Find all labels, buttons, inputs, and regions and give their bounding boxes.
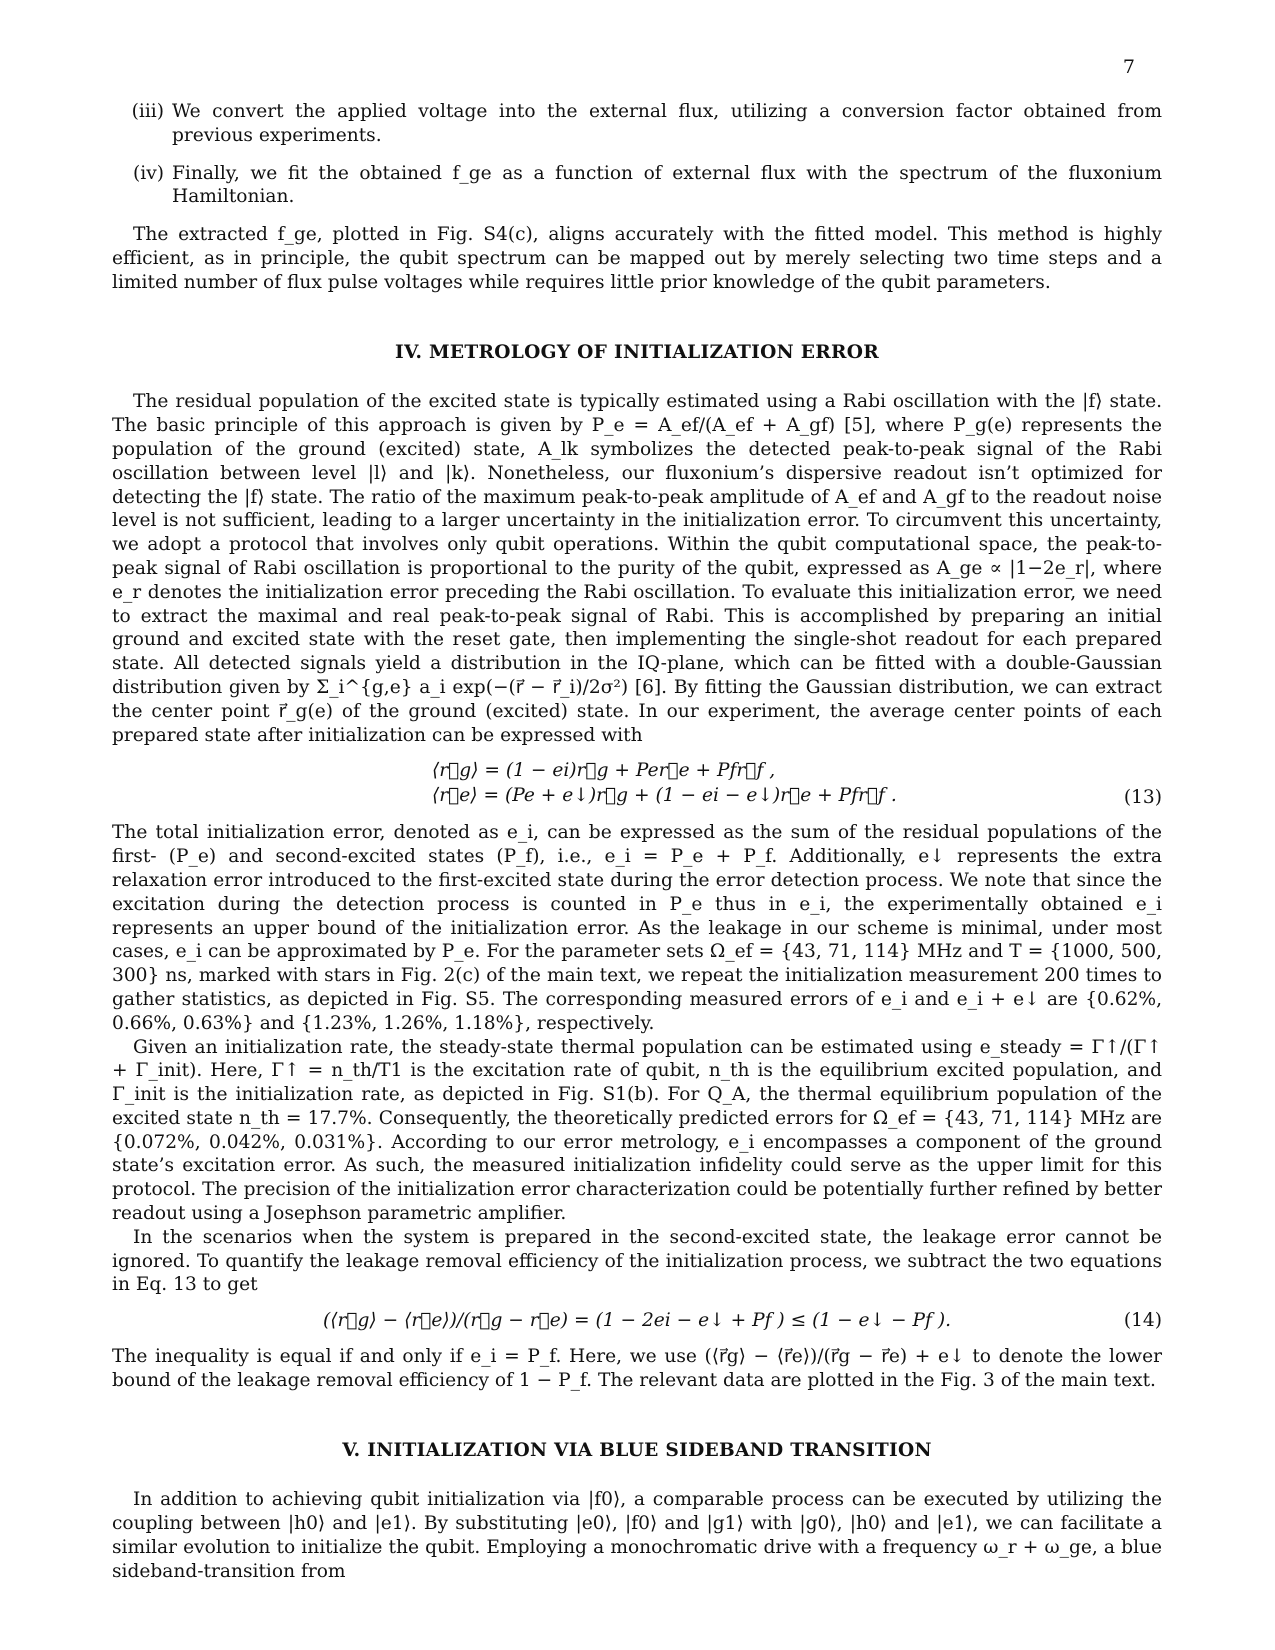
page-content [112, 100, 1162, 1584]
list-label: (iii) [131, 101, 164, 122]
equation-13-line-1: ⟨r⃗g⟩ = (1 − ei)r⃗g + Per⃗e + Pfr⃗f , [432, 760, 776, 782]
intro-paragraph: The extracted f_ge, plotted in Fig. S4(c), aligns accurately with the fitted model. This method is highly efficient, as in principle, the qubit spectrum can be mapped out by merely selecting two time steps and a limited number of flux pulse voltages while requires little prior knowledge of the qubit parameters. [112, 224, 1162, 293]
list-item-iv [112, 162, 1162, 210]
equation-13-line-2: ⟨r⃗e⟩ = (Pe + e↓)r⃗g + (1 − ei − e↓)r⃗e + Pfr⃗f . [432, 785, 897, 807]
equation-14 [112, 1309, 1162, 1333]
list-label: (iv) [133, 162, 164, 184]
list-text: We convert the applied voltage into the external flux, utilizing a conversion factor obtained from previous experiments. [172, 101, 1162, 146]
section-v-heading: V. INITIALIZATION VIA BLUE SIDEBAND TRANSITION [342, 1439, 932, 1461]
equation-13 [112, 759, 1162, 809]
equation-14-body: (⟨r⃗g⟩ − ⟨r⃗e⟩)/(r⃗g − r⃗e) = (1 − 2ei − e↓ + Pf ) ≤ (1 − e↓ − Pf ). [322, 1310, 952, 1332]
section-iv-paragraph-3: Given an initialization rate, the steady-state thermal population can be estimated using e_steady = Γ↑/(Γ↑ + Γ_init). Here, Γ↑ = n_th/T1 is the excitation rate of qubit, n_th is the equilibrium excited population, and Γ_init is the initialization rate, as depicted in Fig. S1(b). For Q_A, the thermal equilibrium population of the excited state n_th = 17.7%. Consequently, the theoretically predicted errors for Ω_ef = {43, 71, 114} MHz are {0.072%, 0.042%, 0.031%}. According to our error metrology, e_i encompasses a component of the ground state’s excitation error. As such, the measured initialization infidelity could serve as the upper limit for this protocol. The precision of the initialization error characterization could be potentially further refined by better readout using a Josephson parametric amplifier. [112, 1036, 1162, 1225]
section-iv-paragraph-5: The inequality is equal if and only if e_i = P_f. Here, we use (⟨r⃗g⟩ − ⟨r⃗e⟩)/(r⃗g − r⃗e) + e↓ to denote the lower bound of the leakage removal efficiency of 1 − P_f. The relevant data are plotted in the Fig. 3 of the main text. [112, 1346, 1162, 1391]
section-v-paragraph-1: In addition to achieving qubit initialization via |f0⟩, a comparable process can be executed by utilizing the coupling between |h0⟩ and |e1⟩. By substituting |e0⟩, |f0⟩ and |g1⟩ with |g0⟩, |h0⟩ and |e1⟩, we can facilitate a similar evolution to initialize the qubit. Employing a monochromatic drive with a frequency ω_r + ω_ge, a blue sideband-transition from [112, 1489, 1162, 1582]
section-iv-paragraph-1: The residual population of the excited state is typically estimated using a Rabi oscillation with the |f⟩ state. The basic principle of this approach is given by P_e = A_ef/(A_ef + A_gf) [5], where P_g(e) represents the population of the ground (excited) state, A_lk symbolizes the detected peak-to-peak signal of the Rabi oscillation between level |l⟩ and |k⟩. Nonetheless, our fluxonium’s dispersive readout isn’t optimized for detecting the |f⟩ state. The ratio of the maximum peak-to-peak amplitude of A_ef and A_gf to the readout noise level is not sufficient, leading to a larger uncertainty in the initialization error. To circumvent this uncertainty, we adopt a protocol that involves only qubit operations. Within the qubit computational space, the peak-to-peak signal of Rabi oscillation is proportional to the purity of the qubit, expressed as A_ge ∝ |1−2e_r|, where e_r denotes the initialization error preceding the Rabi oscillation. To evaluate this initialization error, we need to extract the maximal and real peak-to-peak signal of Rabi. This is accomplished by preparing an initial ground and excited state with the reset gate, then implementing the single-shot readout for each prepared state. All detected signals yield a distribution in the IQ-plane, which can be fitted with a double-Gaussian distribution given by Σ_i^{g,e} a_i exp(−(r⃗ − r⃗_i)/2σ²) [6]. By fitting the Gaussian distribution, we can extract the center point r⃗_g(e) of the ground (excited) state. In our experiment, the average center points of each prepared state after initialization can be expressed with [112, 391, 1162, 746]
equation-number: (14) [1123, 1310, 1162, 1332]
list-text: Finally, we fit the obtained f_ge as a function of external flux with the spectrum of the fluxonium Hamiltonian. [172, 162, 1162, 208]
section-iv-paragraph-2: The total initialization error, denoted as e_i, can be expressed as the sum of the residual populations of the first- (P_e) and second-excited states (P_f), i.e., e_i = P_e + P_f. Additionally, e↓ represents the extra relaxation error introduced to the first-excited state during the error detection process. We note that since the excitation during the detection process is counted in P_e thus in e_i, the experimentally obtained e_i represents an upper bound of the initialization error. As the leakage in our scheme is minimal, under most cases, e_i can be approximated by P_e. For the parameter sets Ω_ef = {43, 71, 114} MHz and T = {1000, 500, 300} ns, marked with stars in Fig. 2(c) of the main text, we repeat the initialization measurement 200 times to gather statistics, as depicted in Fig. S5. The corresponding measured errors of e_i and e_i + e↓ are {0.62%, 0.66%, 0.63%} and {1.23%, 1.26%, 1.18%}, respectively. [112, 822, 1162, 1034]
list-item-iii [112, 100, 1162, 148]
section-iv-heading: IV. METROLOGY OF INITIALIZATION ERROR [395, 341, 879, 363]
section-iv-paragraph-4: In the scenarios when the system is prepared in the second-excited state, the leakage error cannot be ignored. To quantify the leakage removal efficiency of the initialization process, we subtract the two equations in Eq. 13 to get [112, 1226, 1162, 1296]
page-number: 7 [1122, 56, 1135, 78]
equation-number: (13) [1123, 786, 1162, 808]
